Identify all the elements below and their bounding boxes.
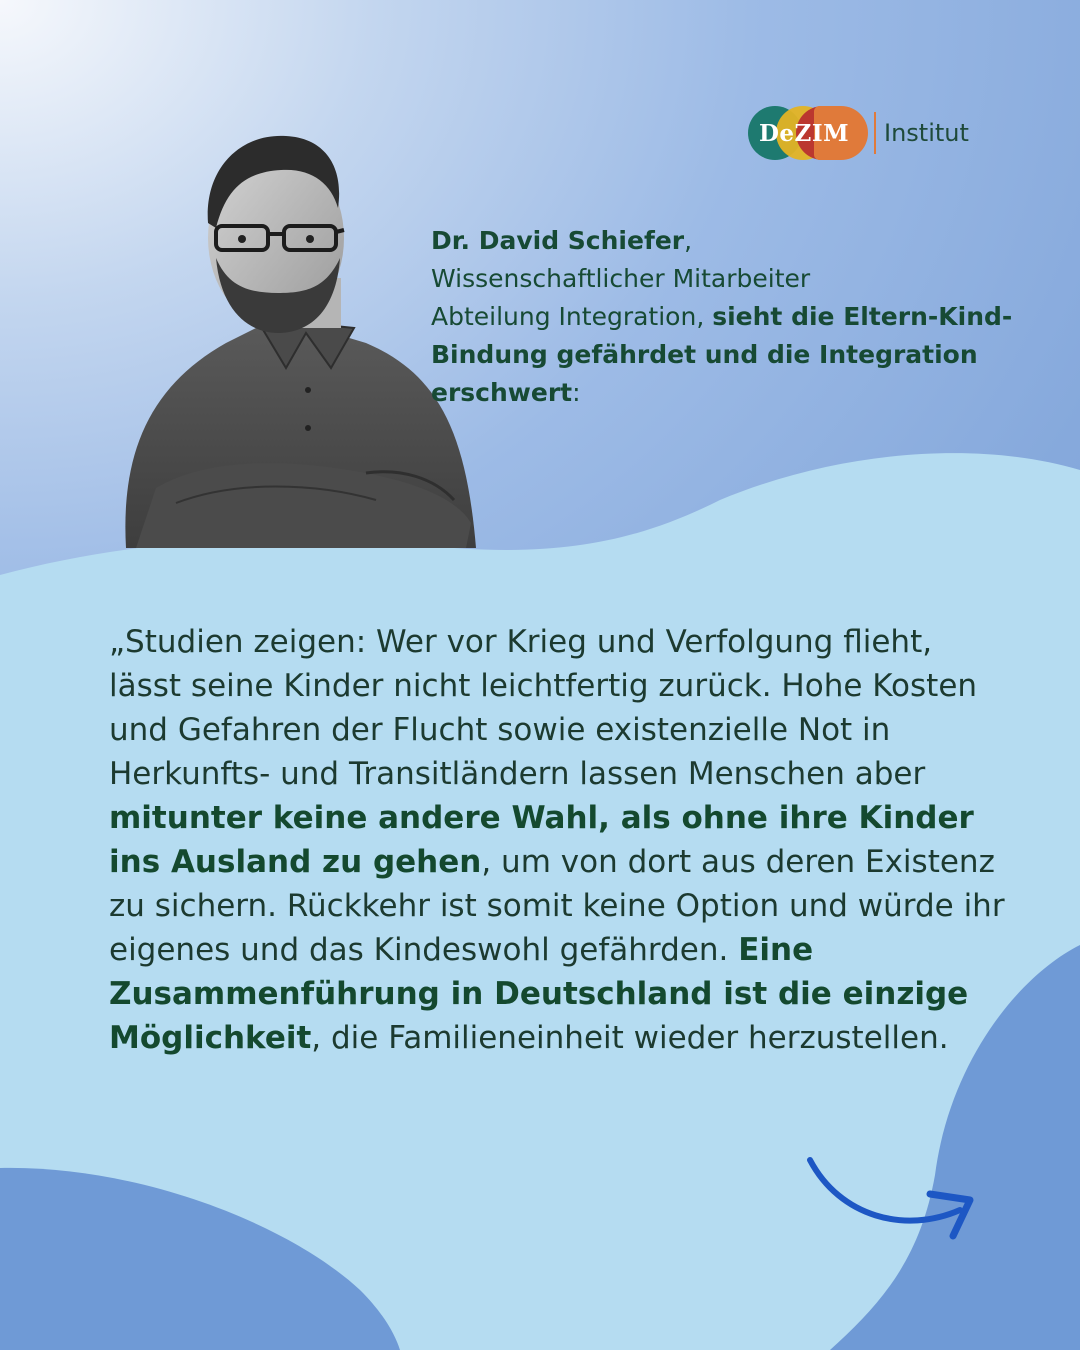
dezim-logo bbox=[748, 106, 969, 160]
statement-colon: : bbox=[572, 378, 581, 407]
logo-mark-text: DeZIM bbox=[758, 119, 850, 147]
logo-label: Institut bbox=[884, 119, 969, 147]
next-arrow-icon[interactable] bbox=[800, 1152, 985, 1247]
quote-text bbox=[109, 620, 1009, 1060]
quote-part-1: „Studien zeigen: Wer vor Krieg und Verfolgung flieht, lässt seine Kinder nicht leichtfertig zurück. Hohe Kosten und Gefahren der Flucht sowie existenzielle Not in Herkunfts- und Transitländern lassen Menschen aber bbox=[109, 624, 978, 792]
speaker-name: Dr. David Schiefer bbox=[431, 226, 685, 255]
quote-bold-1: mitunter keine andere Wahl, als ohne ihre Kinder ins Ausland zu gehen bbox=[109, 800, 974, 880]
speaker-department: Abteilung Integration bbox=[431, 302, 697, 331]
department-comma: , bbox=[696, 302, 713, 331]
quote-part-3: , die Familieneinheit wieder herzustellen. bbox=[311, 1020, 949, 1056]
name-comma: , bbox=[684, 226, 693, 255]
logo-divider bbox=[874, 112, 876, 154]
speaker-statement: sieht die Eltern-Kind-Bindung gefährdet und die Integration erschwert bbox=[431, 302, 1013, 407]
speaker-intro bbox=[431, 222, 1051, 412]
quote-bold-2: Eine Zusammenführung in Deutschland ist die einzige Möglichkeit bbox=[109, 932, 969, 1056]
speaker-role: Wissenschaftlicher Mitarbeiter bbox=[431, 264, 811, 293]
quote-part-2: , um von dort aus deren Existenz zu sichern. Rückkehr ist somit keine Option und würde ihr eigenes und das Kindeswohl gefährden. bbox=[109, 844, 1005, 968]
logo-mark bbox=[748, 106, 868, 160]
